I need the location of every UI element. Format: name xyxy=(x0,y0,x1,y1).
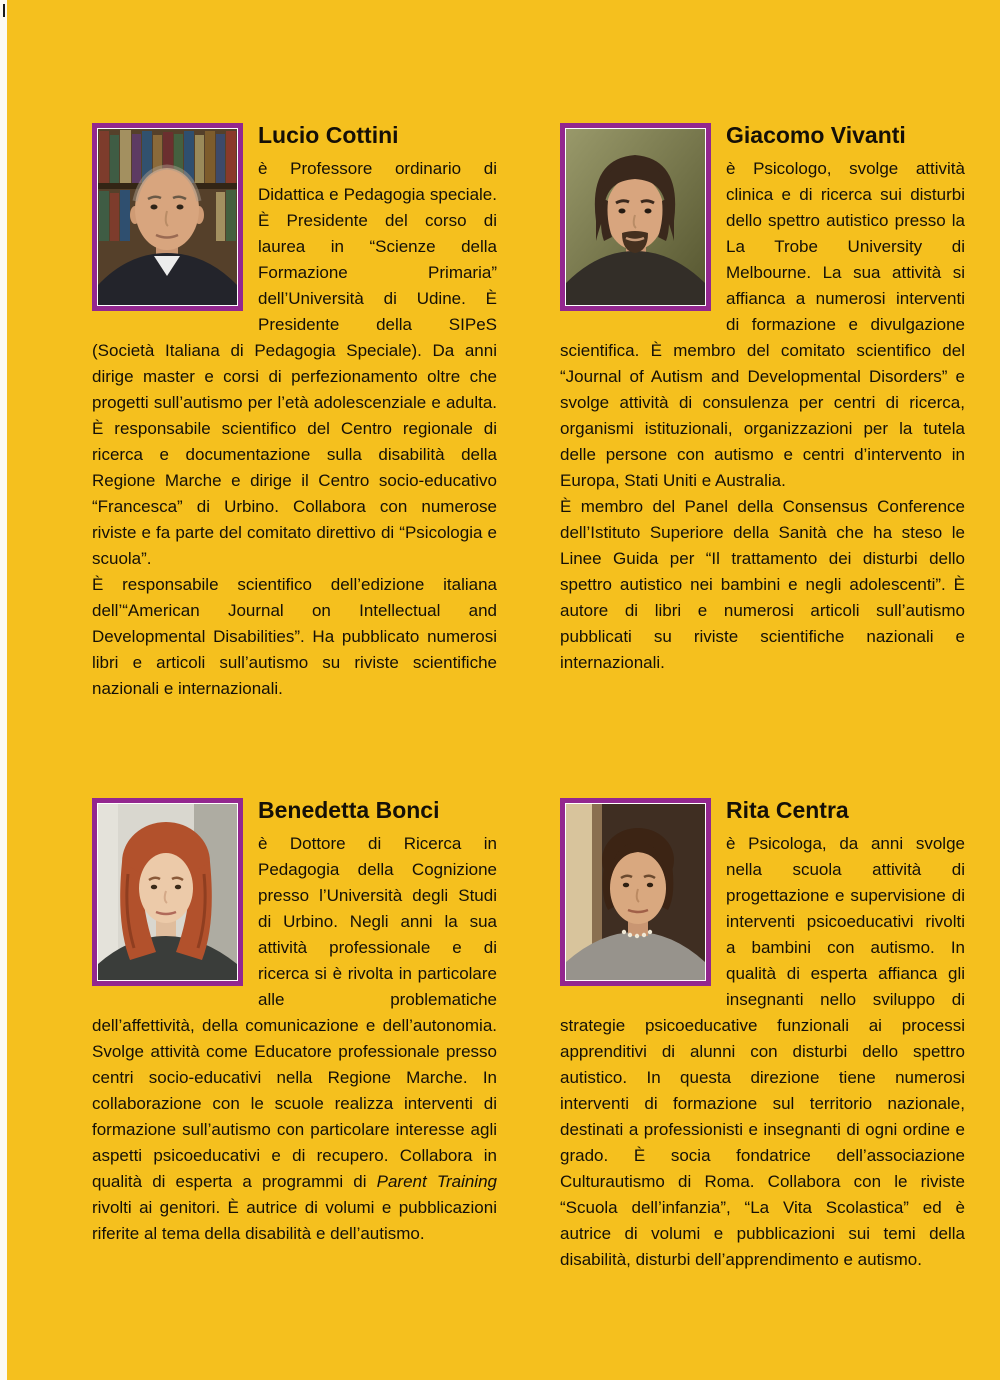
rita-centra-portrait xyxy=(566,804,705,980)
giacomo-vivanti-portrait xyxy=(566,129,705,305)
page-left-edge xyxy=(0,0,7,1380)
benedetta-bonci-portrait xyxy=(98,804,237,980)
benedetta-bonci-photo xyxy=(92,798,243,986)
lucio-cottini-photo xyxy=(92,123,243,311)
bio-benedetta-bonci xyxy=(92,795,497,1273)
author-bio-text-benedetta-bonci: è Dottore di Ricerca in Pedagogia della Cognizione presso l’Università degli Studi di Urbino. Negli anni la sua attività professionale e di ricerca si è rivolta in particolare alle problematiche dell’affettività, della comunicazione e dell’autonomia. Svolge attività come Educatore professionale presso centri socio-educativi nella Regione Marche. In collaborazione con le scuole realizza interventi di formazione sull’autismo con particolare interesse agli aspetti psicoeducativi e di recupero. Collabora in qualità di esperta a programmi di Parent Training rivolti ai genitori. È autrice di volumi e pubblicazioni riferite al tema della disabilità e dell’autismo. xyxy=(92,834,497,1243)
author-name-giacomo-vivanti: Giacomo Vivanti xyxy=(726,122,906,148)
author-bio-text-rita-centra: è Psicologa, da anni svolge nella scuola attività di progettazione e supervisione di interventi psicoeducativi rivolti a bambini con autismo. In qualità di esperta affianca gli insegnanti nello sviluppo di strategie psicoeducative funzionali ai processi apprenditivi di alunni con disturbi dello spettro autistico. In questa direzione tiene numerosi interventi di formazione sul territorio nazionale, destinati a professionisti e insegnanti di ogni ordine e grado. È socia fondatrice dell’associazione Culturautismo di Roma. Collabora con le riviste “Scuola dell’infanzia”, “La Vita Scolastica” ed è autrice di volumi e pubblicazioni sui temi della disabilità, disturbi dell’apprendimento e autismo. xyxy=(560,834,965,1269)
bio-lucio-cottini xyxy=(92,120,497,795)
author-name-lucio-cottini: Lucio Cottini xyxy=(258,122,399,148)
rita-centra-photo xyxy=(560,798,711,986)
author-name-benedetta-bonci: Benedetta Bonci xyxy=(258,797,440,823)
authors-grid xyxy=(92,120,965,1273)
lucio-cottini-portrait xyxy=(98,129,237,305)
author-bio-text-lucio-cottini: è Professore ordinario di Didattica e Pedagogia speciale. È Presidente del corso di laurea in “Scienze della Formazione Primaria” dell’Università di Udine. È Presidente della SIPeS (Società Italiana di Pedagogia Speciale). Da anni dirige master e corsi di perfezionamento oltre che progetti sull’autismo per l’età adolescenziale e adulta. È responsabile scientifico del Centro regionale di ricerca e documentazione sulla disabilità della Regione Marche e dirige il Centro socio-educativo “Francesca” di Urbino. Collabora con numerose riviste e fa parte del comitato direttivo di “Psicologia e scuola”. È responsabile scientifico dell’edizione italiana dell’“American Journal on Intellectual and Developmental Disabilities”. Ha pubblicato numerosi libri e articoli sull’autismo su riviste scientifiche nazionali e internazionali. xyxy=(92,159,497,698)
registration-mark xyxy=(3,4,5,17)
giacomo-vivanti-photo xyxy=(560,123,711,311)
bio-giacomo-vivanti xyxy=(560,120,965,795)
bio-rita-centra xyxy=(560,795,965,1273)
author-name-rita-centra: Rita Centra xyxy=(726,797,849,823)
author-bio-text-giacomo-vivanti: è Psicologo, svolge attività clinica e di ricerca sui disturbi dello spettro autistico presso la La Trobe University di Melbourne. La sua attività si affianca a numerosi interventi di formazione e divulgazione scientifica. È membro del comitato scientifico del “Journal of Autism and Developmental Disorders” e svolge attività di consulenza per centri di ricerca, organismi istituzionali, organizzazioni per la tutela delle persone con autismo e centri d’intervento in Europa, Stati Uniti e Australia. È membro del Panel della Consensus Conference dell’Istituto Superiore della Sanità che ha steso le Linee Guida per “Il trattamento dei disturbi dello spettro autistico nei bambini e negli adolescenti”. È autore di libri e numerosi articoli sull’autismo pubblicati su riviste scientifiche nazionali e internazionali. xyxy=(560,159,965,672)
